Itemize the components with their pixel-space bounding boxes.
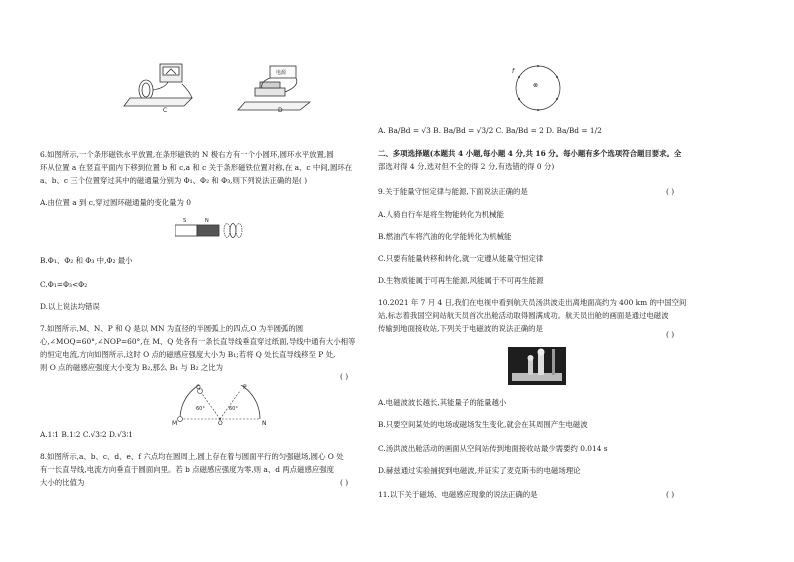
figure-d-apparatus (238, 66, 310, 110)
q8-stem-line-3: 大小的比值为 (40, 478, 85, 487)
q9-option-a: A.人骑自行车是将生物能转化为机械能 (378, 210, 504, 219)
q9-answer-paren: ( ) (666, 187, 675, 196)
q8-stem-line-2: 有一长直导线,电流方向垂直于圆面向里。若 b 点磁感应强度为零,则 a、d 两点磁感应强度 (40, 465, 335, 474)
q8-label-f: f (512, 68, 515, 75)
figure-d-label: D (278, 107, 283, 114)
q10-stem-line-1: 10.2021 年 7 月 4 日,我们在电视中看到航天员汤洪波走出离地面高约为 400 km 的中国空间 (378, 298, 687, 307)
magnet-ring-figure (175, 222, 245, 240)
q10-stem-line-2: 站,标志着我国空间站航天员首次出舱活动取得圆满成功。航天员出舱的画面是通过电磁波 (378, 311, 669, 320)
q11-stem: 11.以下关于磁场、电磁感应现象的说法正确的是 (378, 490, 538, 499)
q6-option-d: D.以上说法均错误 (40, 302, 100, 311)
q7-stem-line-4: 则 O 点的磁感应强度大小变为 B₂,那么 B₁ 与 B₂ 之比为 (40, 363, 224, 372)
semicircle-wire-figure (170, 385, 270, 423)
q6-stem-line-1: 6.如图所示,一个条形磁铁水平放置,在条形磁铁的 N 极右方有一个小圆环,圆环水平放置,圆 (40, 150, 334, 159)
figure-c-label: C (163, 107, 168, 114)
q10-option-a: A.电磁波波长越长,其能量子的能量越小 (378, 398, 507, 407)
q8-center-wire-icon: ⊗ (533, 82, 539, 89)
q9-option-d: D.生物质能属于可再生能源,风能属于不可再生能源 (378, 276, 544, 285)
q11-answer-paren: ( ) (666, 490, 675, 499)
q7-answer-paren: ( ) (340, 372, 349, 381)
q6-option-b: B.Φ₁、Φ₂ 和 Φ₃ 中,Φ₂ 最小 (40, 256, 133, 265)
q7-angle-right: 60° (229, 406, 238, 412)
figure-screen-label: 电源 (276, 70, 287, 76)
q6-option-a: A.由位置 a 到 c,穿过圆环磁通量的变化量为 0 (40, 198, 191, 207)
q9-stem: 9.关于能量守恒定律与能源,下面说法正确的是 (378, 187, 528, 196)
q10-answer-paren: ( ) (666, 330, 675, 339)
q9-option-c: C.只要有能量转移和转化,就一定遵从能量守恒定律 (378, 254, 544, 263)
q7-stem-line-2: 心,∠MOQ=60°,∠NOP=60°,在 M、Q 处各有一条长直导线垂直穿过纸面,导线中通有大小相等 (40, 337, 356, 346)
q10-option-b: B.只要空间某处的电场或磁场发生变化,就会在其周围产生电磁波 (378, 420, 588, 429)
section-2-title-line-2: 部选对得 4 分,选对但不全的得 2 分,有选错的得 0 分) (378, 162, 555, 171)
q7-label-o: O (218, 420, 223, 427)
q7-options: A.1∶1 B.1∶2 C.√3∶2 D.√3∶1 (40, 430, 133, 439)
experiment-figures (120, 62, 340, 114)
q7-stem-line-1: 7.如图所示,M、N、P 和 Q 是以 MN 为直径的半圆弧上的四点,O 为半圆弧的圆 (40, 324, 304, 333)
q7-angle-left: 60° (196, 406, 205, 412)
q8-answer-paren: ( ) (340, 478, 349, 487)
q10-option-d: D.赫兹通过实验捕捉到电磁波,并证实了麦克斯韦的电磁场理论 (378, 466, 581, 475)
q7-label-q: Q (196, 384, 201, 391)
right-column (378, 0, 758, 562)
q7-stem-line-3: 的恒定电流,方向如图所示,这时 O 点的磁感应强度大小为 B₁;若将 Q 处长直导线移至 P 处, (40, 350, 336, 359)
q6-stem-line-2: 环从位置 a 在竖直平面内下移到位置 b 和 c,a 和 c 关于条形磁铁位置对称,在 a、c 中间,圆环在 (40, 163, 353, 172)
q6-stem-line-3: a、b、c 三个位置穿过其中的磁通量分别为 Φ₁、Φ₂ 和 Φ₃,则下列说法正确的是( ) (40, 176, 308, 185)
q9-option-b: B.燃油汽车将汽油的化学能转化为机械能 (378, 232, 512, 241)
q7-label-n: N (262, 420, 267, 427)
q10-stem-line-3: 传输到地面接收站,下列关于电磁波的说法正确的是 (378, 324, 543, 333)
section-2-title-line-1: 二、多项选择题(本题共 4 小题,每小题 4 分,共 16 分。每小题有多个选项符合题目要求。全 (378, 149, 682, 158)
magnet-s-label: S (183, 218, 187, 224)
q8-options: A. Ba/Bd = √3 B. Ba/Bd = √3/2 C. Ba/Bd = 2 D. Ba/Bd = 1/2 (378, 126, 602, 135)
q7-label-m: M (172, 420, 178, 427)
figure-c-apparatus (124, 64, 192, 106)
magnet-n-label: N (205, 218, 209, 224)
q6-option-c: C.Φ₁=Φ₃<Φ₂ (40, 280, 88, 289)
spacewalk-photo (508, 347, 566, 385)
q7-label-p: P (243, 384, 247, 391)
q10-option-c: C.汤洪波出舱活动的画面从空间站传到地面接收站最少需要约 0.014 s (378, 444, 608, 453)
left-column (40, 0, 400, 562)
q8-stem-line-1: 8.如图所示,a、b、c、d、e、f 六点均在圆周上,圆上存在着与圆面平行的匀强磁场,圆心 O 处 (40, 452, 344, 461)
